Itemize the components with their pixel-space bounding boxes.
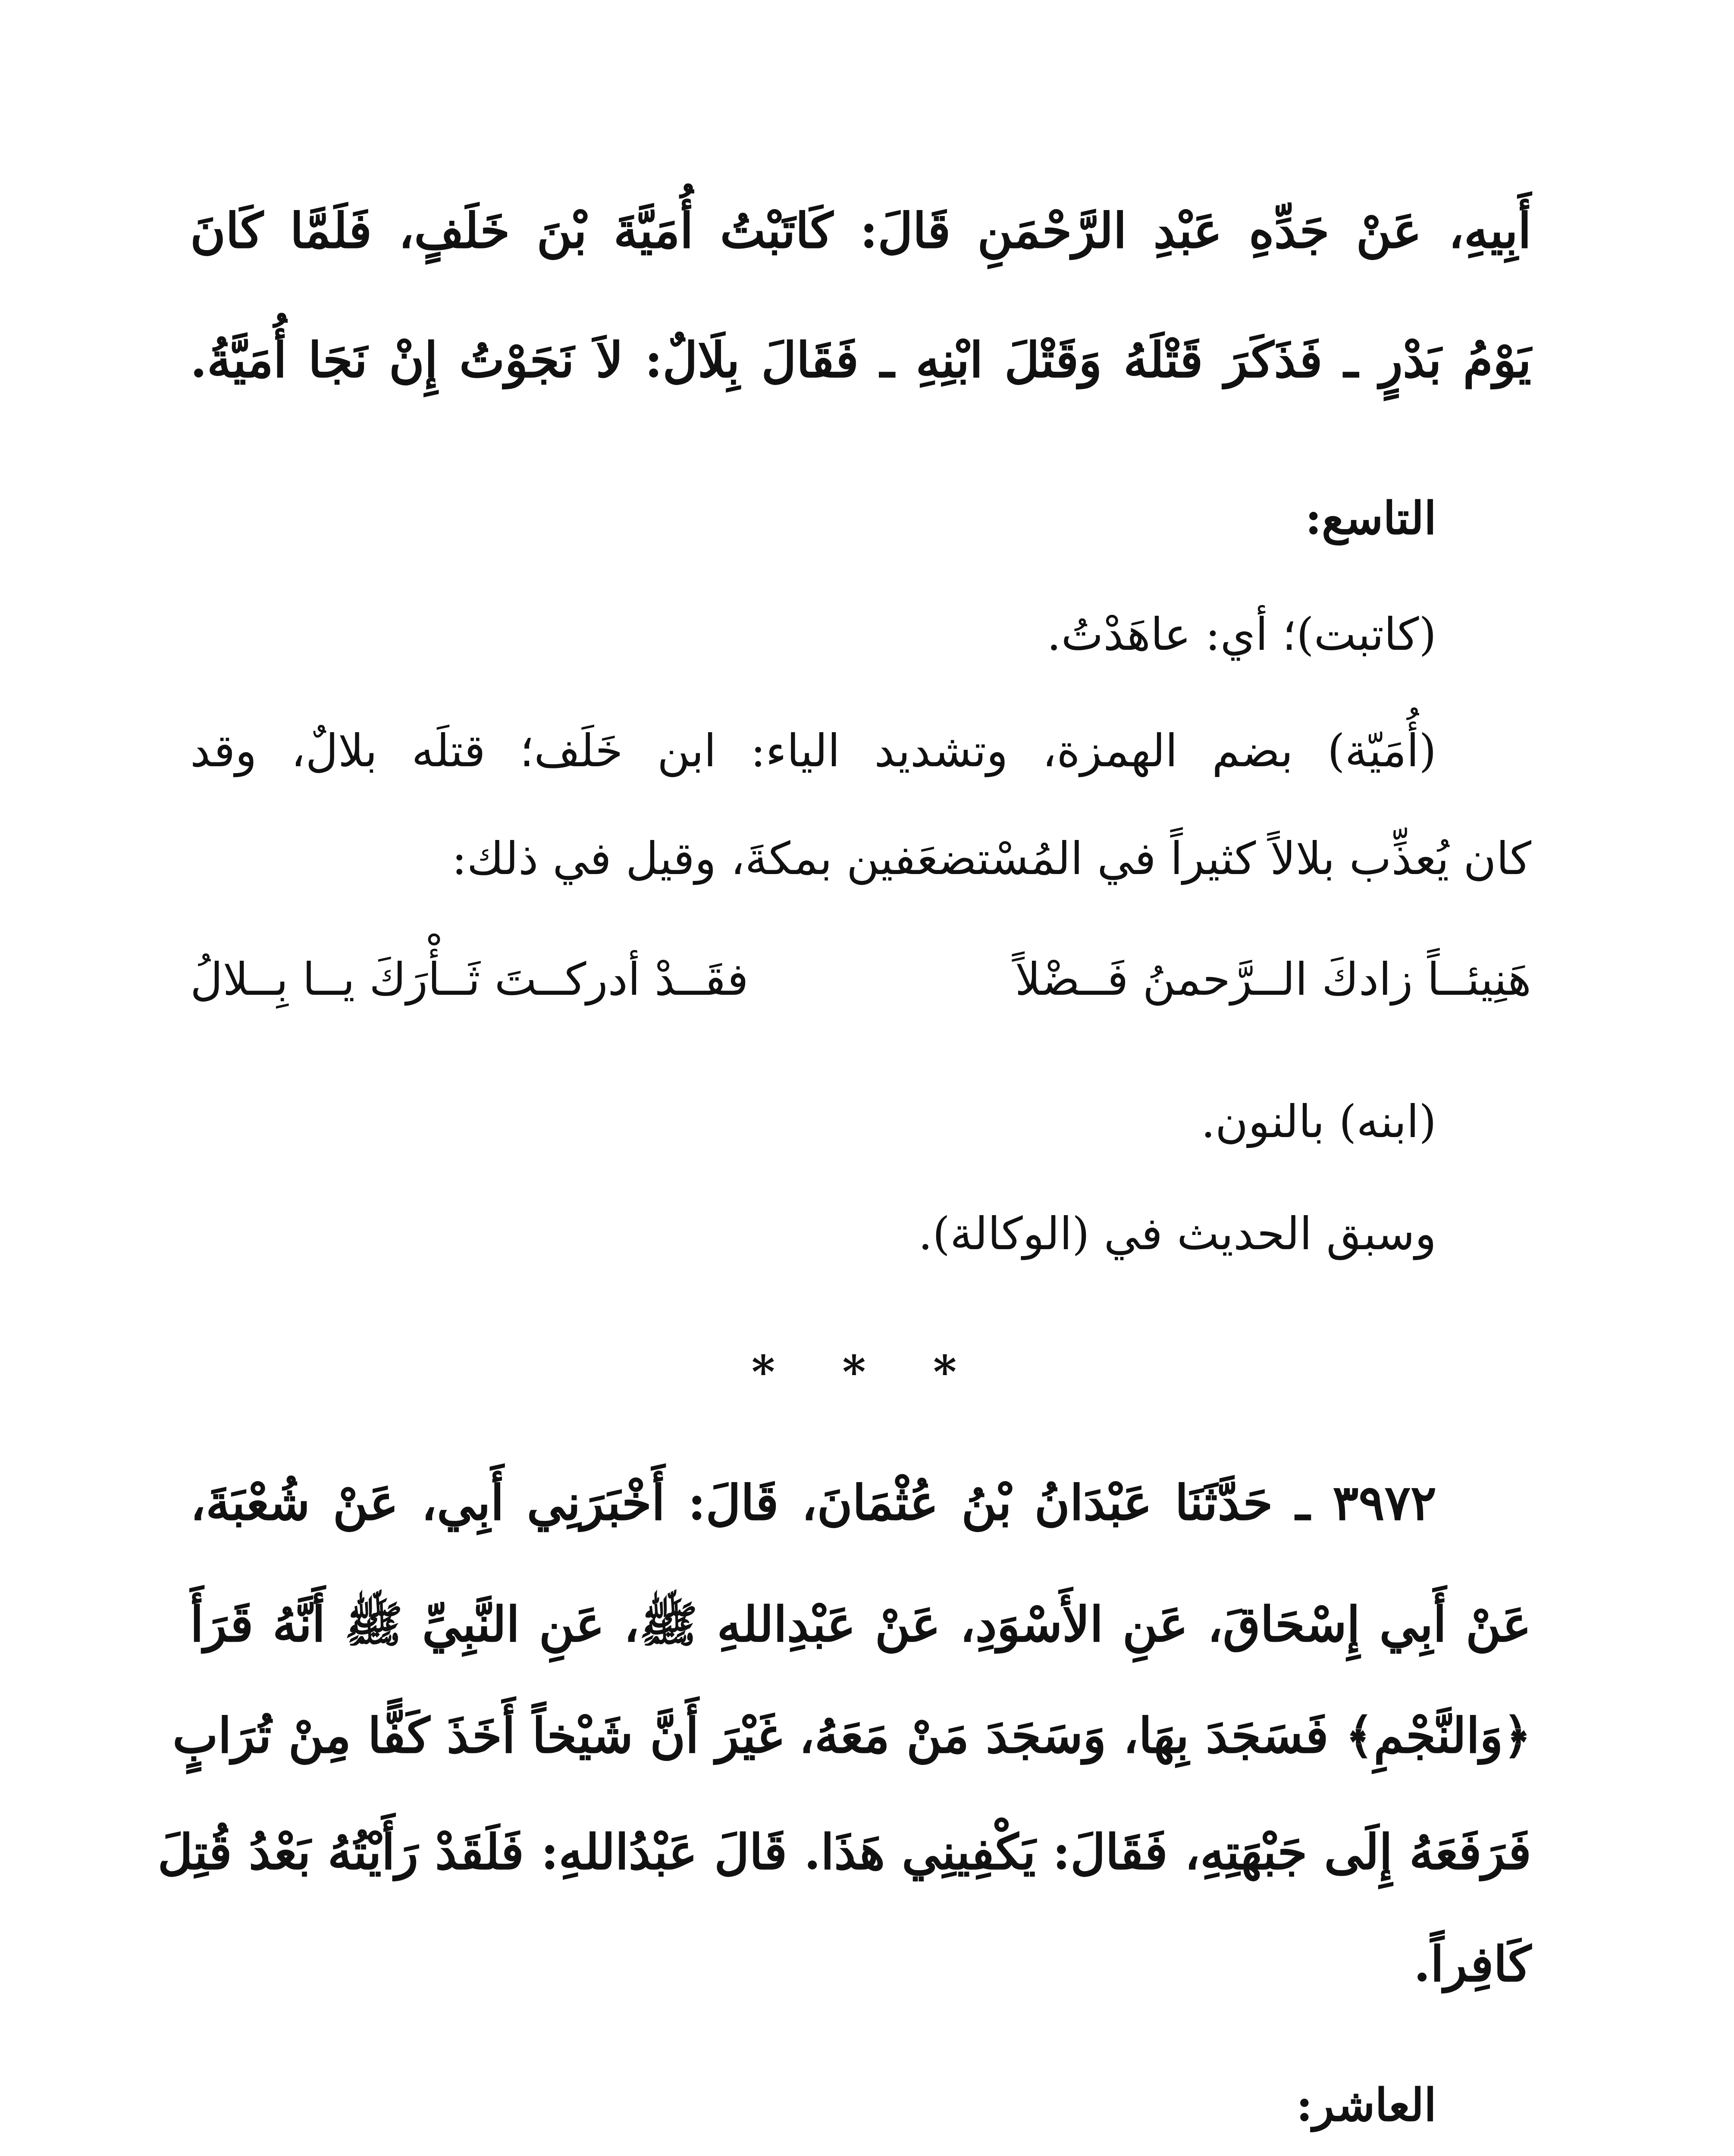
ninth-paragraph-2-line-2: كان يُعذِّب بلالاً كثيراً في المُسْتضعَفين بمكةَ، وقيل في ذلك: — [452, 832, 1531, 885]
ninth-paragraph-3: (ابنه) بالنون. — [1201, 1095, 1436, 1148]
hadith-3972-line-3: ﴿وَالنَّجْمِ﴾ فَسَجَدَ بِهَا، وَسَجَدَ مَنْ مَعَهُ، غَيْرَ أَنَّ شَيْخاً أَخَذَ كَفًّا مِنْ تُرَابٍ — [172, 1708, 1531, 1764]
ninth-heading: التاسع: — [1305, 492, 1436, 545]
hadith-3972-line-4: فَرَفَعَهُ إِلَى جَبْهَتِهِ، فَقَالَ: يَكْفِينِي هَذَا. قَالَ عَبْدُاللهِ: فَلَقَدْ رَأَيْتُهُ بَعْدُ قُتِلَ — [157, 1824, 1531, 1880]
hadith-3972-line-5: كَافِراً. — [1414, 1936, 1531, 1993]
verse-second-hemistich: فقَــدْ أدركــتَ ثَــأْرَكَ يــا بِــلالُ — [190, 953, 749, 1006]
ninth-paragraph-2-line-1: (أُمَيّة) بضم الهمزة، وتشديد الياء: ابن خَلَف؛ قتلَه بلالٌ، وقد — [190, 724, 1436, 777]
hadith-continuation-line-2: يَوْمُ بَدْرٍ ـ فَذَكَرَ قَتْلَهُ وَقَتْلَ ابْنِهِ ـ فَقَالَ بِلَالٌ: لاَ نَجَوْتُ إِنْ نَجَا أُمَيَّةُ. — [190, 332, 1531, 389]
poetry-verse — [190, 953, 1531, 1026]
tenth-heading: العاشر: — [1296, 2078, 1436, 2131]
hadith-continuation-line-1: أَبِيهِ، عَنْ جَدِّهِ عَبْدِ الرَّحْمَنِ قَالَ: كَاتَبْتُ أُمَيَّةَ بْنَ خَلَفٍ، فَلَمَّا كَانَ — [190, 203, 1531, 259]
hadith-3972-line-2: عَنْ أَبِي إِسْحَاقَ، عَنِ الأَسْوَدِ، عَنْ عَبْدِاللهِ ﷺ، عَنِ النَّبِيِّ ﷺ أَنَّهُ قَرَأَ — [190, 1596, 1531, 1653]
ninth-paragraph-1: (كاتبت)؛ أي: عاهَدْتُ. — [1047, 608, 1436, 661]
ninth-paragraph-4: وسبق الحديث في (الوكالة). — [918, 1207, 1436, 1260]
hadith-3972-line-1: ٣٩٧٢ ـ حَدَّثَنَا عَبْدَانُ بْنُ عُثْمَانَ، قَالَ: أَخْبَرَنِي أَبِي، عَنْ شُعْبَةَ، — [190, 1475, 1436, 1531]
verse-first-hemistich: هَنِيئــاً زادكَ الــرَّحمنُ فَــضْلاً — [1015, 953, 1531, 1006]
section-separator: * * * — [751, 1345, 983, 1398]
